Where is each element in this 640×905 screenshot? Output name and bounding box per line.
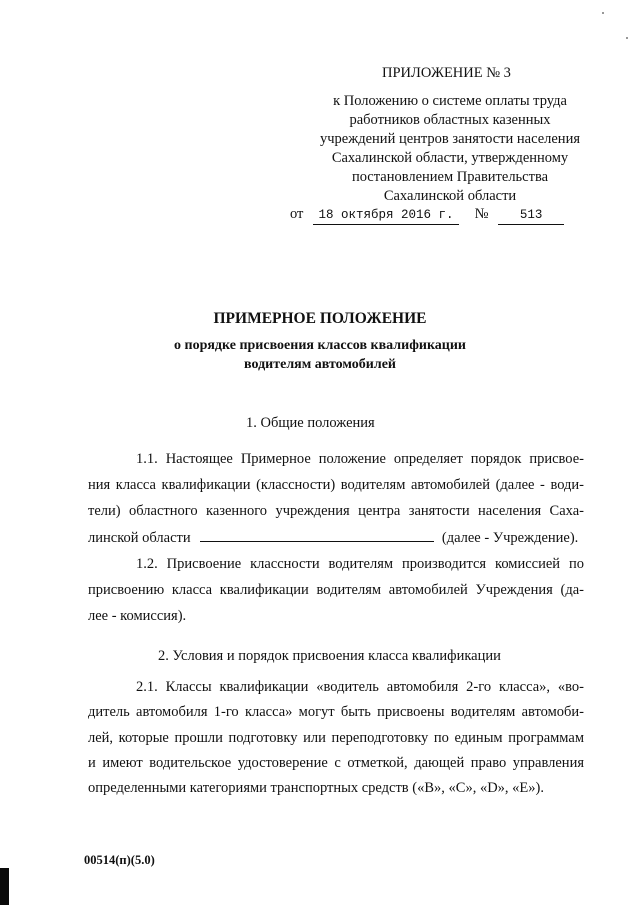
document-subtitle-2: водителям автомобилей: [244, 357, 396, 372]
from-label: от: [290, 206, 304, 222]
section-1-2-line-2: присвоению класса квалификации водителям автомобилей Учреждения (да-: [88, 582, 584, 598]
section-2-1-line-1: 2.1. Классы квалификации «водитель автомобиля 2-го класса», «во-: [136, 679, 584, 695]
approval-date: 18 октября 2016 г.: [313, 206, 459, 225]
section-1-heading: 1. Общие положения: [246, 415, 375, 431]
section-2-1-line-4: и имеют водительское удостоверение с отметкой, дающей право управления: [88, 755, 584, 771]
document-subtitle-1: о порядке присвоения классов квалификации: [174, 338, 466, 353]
region-text: линской области: [88, 530, 191, 546]
header-line-3: учреждений центров занятости населения: [319, 131, 581, 147]
scan-speck: [626, 37, 628, 39]
document-code: 00514(п)(5.0): [84, 853, 155, 867]
document-title: ПРИМЕРНОЕ ПОЛОЖЕНИЕ: [213, 310, 427, 327]
section-2-1-line-5: определенными категориями транспортных средств («В», «С», «D», «Е»).: [88, 780, 544, 796]
appendix-title: ПРИЛОЖЕНИЕ № 3: [382, 65, 511, 81]
number-label: №: [474, 206, 489, 222]
header-line-4: Сахалинской области, утвержденному: [331, 150, 569, 166]
header-line-5: постановлением Правительства: [351, 169, 549, 185]
institution-abbrev-text: (далее - Учреждение).: [441, 530, 579, 546]
header-line-2: работников областных казенных: [349, 112, 551, 128]
section-2-heading: 2. Условия и порядок присвоения класса квалификации: [158, 648, 501, 664]
section-1-1-line-1: 1.1. Настоящее Примерное положение определяет порядок присвое-: [136, 451, 584, 467]
section-1-1-line-4: [88, 528, 578, 547]
header-line-6: Сахалинской области: [383, 188, 517, 204]
scan-edge-mark: [0, 868, 9, 905]
section-1-1-line-3: тели) областного казенного учреждения центра занятости населения Саха-: [88, 503, 584, 519]
section-2-1-line-3: лей, которые прошли подготовку или переподготовку по единым программам: [88, 730, 584, 746]
scan-speck: [602, 12, 604, 14]
date-number-line: [290, 205, 564, 225]
institution-name-blank: [200, 528, 434, 542]
section-1-2-line-1: 1.2. Присвоение классности водителям производится комиссией по: [136, 556, 584, 572]
section-1-2-line-3: лее - комиссия).: [88, 608, 187, 624]
section-2-1-line-2: дитель автомобиля 1-го класса» могут быть присвоены водителям автомоби-: [88, 704, 584, 720]
header-line-1: к Положению о системе оплаты труда: [333, 93, 567, 109]
approval-number: 513: [498, 206, 564, 225]
section-1-1-line-2: ния класса квалификации (классности) водителям автомобилей (далее - води-: [88, 477, 584, 493]
